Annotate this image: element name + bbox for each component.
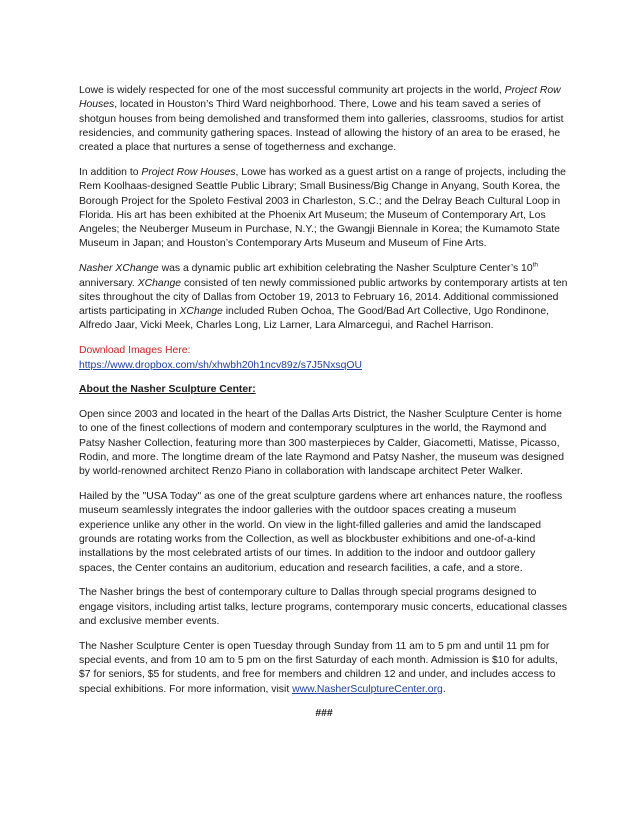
paragraph-text: . xyxy=(442,683,446,695)
italic-title: Project Row Houses xyxy=(141,166,236,178)
paragraph-sculpture-garden: Hailed by the "USA Today" as one of the great sculpture gardens where art enhances nature, the roofless museum seamlessly integrates the indoor galleries with the outdoor spaces creating a museum experience unlike any other in the world. On view in the light-filled galleries and amid the landscaped grounds are rotating works from the Collection, as well as blockbuster exhibitions and one-of-a-kind installations by the most celebrated artists of our times. In addition to the indoor and outdoor gallery spaces, the Center contains an auditorium, education and research facilities, a cafe, and a store. xyxy=(79,491,563,574)
paragraph-guest-artist xyxy=(79,166,569,252)
italic-title: XChange xyxy=(137,277,182,289)
paragraph-text: The Nasher Sculpture Center is open Tuesday through Sunday from 11 am to 5 pm and until 11 pm for special events, and from 10 am to 5 pm on the first Saturday of each month. Admission is $10 for adults, $7 for seniors, $5 for students, and free for members and children 12 and under, and includes access to special exhibitions. For more information, visit xyxy=(79,640,558,695)
website-link[interactable]: www.NasherSculptureCenter.org xyxy=(292,683,443,695)
superscript: th xyxy=(532,261,539,269)
italic-title: Nasher XChange xyxy=(79,263,159,275)
download-section xyxy=(79,344,569,373)
paragraph-nasher-xchange xyxy=(79,262,569,333)
about-heading: About the Nasher Sculpture Center: xyxy=(79,384,256,396)
paragraph-text: , Lowe has worked as a guest artist on a range of projects, including the Rem Koolhaas-designed Seattle Public Library; Small Business/Big Change in Anyang, South Korea, the Borough Project for the Spoleto Festival 2003 in Charleston, S.C.; and the Delray Beach Cultural Loop in Florida. His art has been exhibited at the Phoenix Art Museum; the Museum of Contemporary Art, Los Angeles; the Neuberger Museum in Purchase, N.Y.; the Gwangji Biennale in Korea; the Kumamoto State Museum in Japan; and Houston’s Contemporary Arts Museum and Museum of Fine Arts. xyxy=(79,166,566,250)
paragraph-text: Lowe is widely respected for one of the most successful community art projects in the world, xyxy=(79,85,505,96)
paragraph-text: consisted of ten newly commissioned public artworks by contemporary artists at ten sites throughout the city of Dallas from October 19, 2013 to February 16, 2014. Additional commissioned artists participating in xyxy=(79,277,568,318)
italic-title: XChange xyxy=(179,306,223,318)
document-page xyxy=(79,84,569,732)
italic-title: Project Row Houses xyxy=(79,85,561,111)
paragraph-hours-admission xyxy=(79,640,569,697)
paragraph-text: was a dynamic public art exhibition celebrating the Nasher Sculpture Center’s 10 xyxy=(158,263,533,275)
download-label: Download Images Here: xyxy=(79,345,191,357)
paragraph-project-row-houses xyxy=(79,84,569,155)
paragraph-programs: The Nasher brings the best of contemporary culture to Dallas through special programs designed to engage visitors, including artist talks, lecture programs, contemporary music concerts, educational classes and exclusive member events. xyxy=(79,587,567,627)
download-link[interactable]: https://www.dropbox.com/sh/xhwbh20h1ncv89z/s7J5NxsqOU xyxy=(79,359,362,371)
paragraph-text: In addition to xyxy=(79,166,142,178)
paragraph-text: included Ruben Ochoa, The Good/Bad Art Collective, Ugo Rondinone, Alfredo Jaar, Vicki Meek, Charles Long, Liz Larner, Lara Almarcegui, and Rachel Harrison. xyxy=(79,306,550,332)
paragraph-text: , located in Houston’s Third Ward neighborhood. There, Lowe and his team saved a series of shotgun houses from being demolished and transformed them into galleries, classrooms, studios for artist residencies, and community gathering spaces. Instead of allowing the history of an area to be erased, he created a place that nurtures a sense of togetherness and exchange. xyxy=(79,99,564,154)
end-mark: ### xyxy=(315,708,333,720)
paragraph-text: anniversary. xyxy=(79,277,138,289)
paragraph-about-collection: Open since 2003 and located in the heart of the Dallas Arts District, the Nasher Sculpture Center is home to one of the finest collections of modern and contemporary sculptures in the world, the Raymond and Patsy Nasher Collection, featuring more than 300 masterpieces by Calder, Giacometti, Matisse, Picasso, Rodin, and more. The longtime dream of the late Raymond and Patsy Nasher, the museum was designed by world-renowned architect Renzo Piano in collaboration with landscape architect Peter Walker. xyxy=(79,409,564,478)
